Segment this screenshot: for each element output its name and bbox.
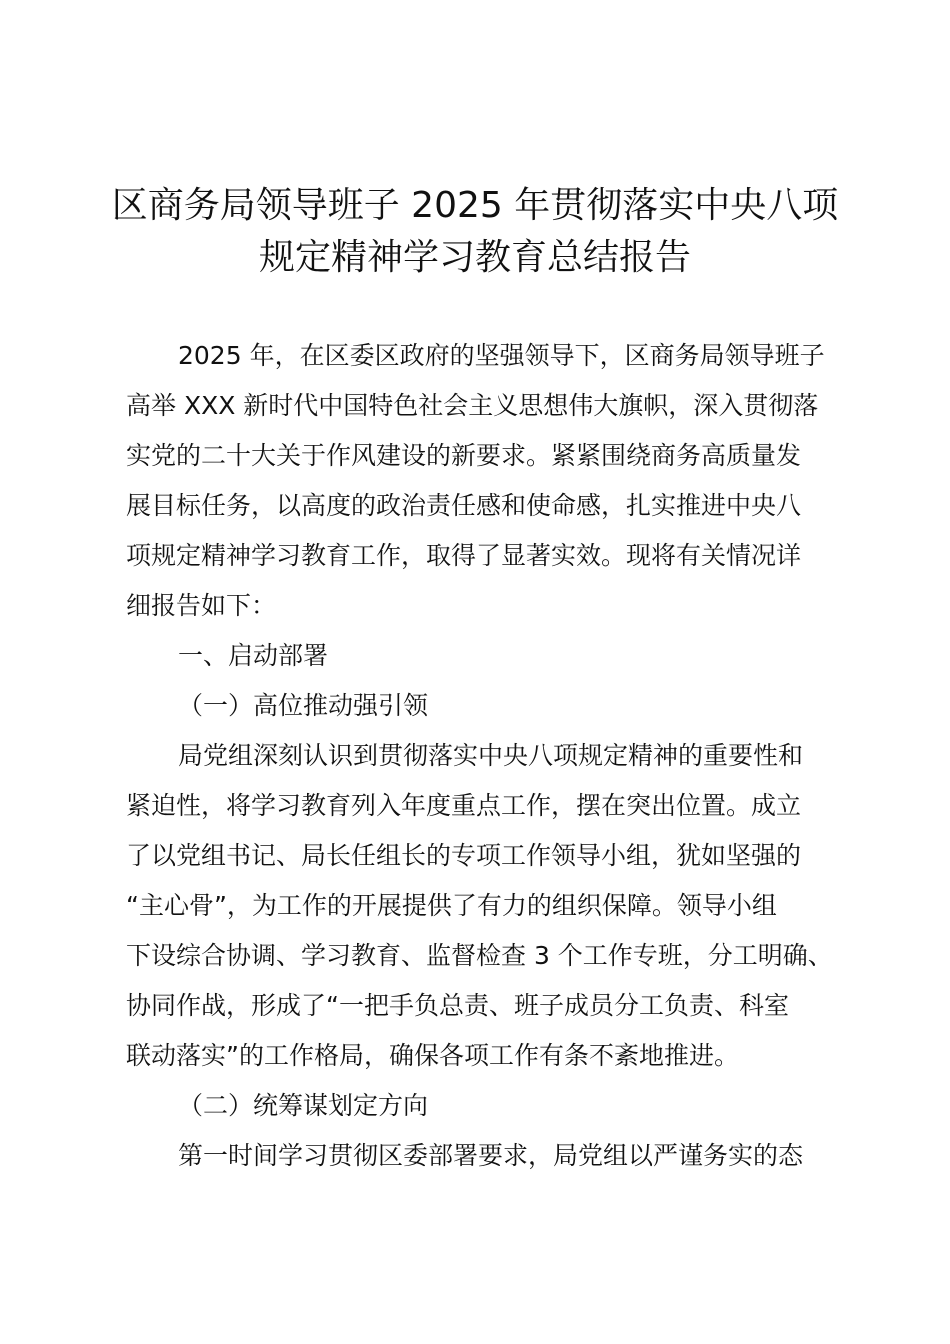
document-title-line-1: 区商务局领导班子 2025 年贯彻落实中央八项: [111, 185, 839, 226]
paragraph-line: 局党组深刻认识到贯彻落实中央八项规定精神的重要性和: [178, 741, 804, 770]
paragraph-line: 第一时间学习贯彻区委部署要求，局党组以严谨务实的态: [178, 1141, 804, 1170]
paragraph-line: 实党的二十大关于作风建设的新要求。紧紧围绕商务高质量发: [126, 441, 802, 470]
paragraph-line: 高举 XXX 新时代中国特色社会主义思想伟大旗帜，深入贯彻落: [126, 391, 819, 420]
subsection-heading: （一）高位推动强引领: [178, 691, 429, 720]
paragraph-line: “主心骨”，为工作的开展提供了有力的组织保障。领导小组: [126, 891, 777, 920]
document-title-line-2: 规定精神学习教育总结报告: [258, 237, 691, 278]
paragraph-line: 联动落实”的工作格局，确保各项工作有条不紊地推进。: [126, 1041, 739, 1070]
paragraph-line: 2025 年，在区委区政府的坚强领导下，区商务局领导班子: [178, 341, 825, 370]
paragraph-line: 展目标任务，以高度的政治责任感和使命感，扎实推进中央八: [126, 491, 802, 520]
paragraph-line: 下设综合协调、学习教育、监督检查 3 个工作专班，分工明确、: [126, 941, 833, 970]
paragraph-line: 细报告如下：: [126, 591, 277, 620]
section-heading: 一、启动部署: [178, 641, 329, 670]
paragraph-line: 协同作战，形成了“一把手负总责、班子成员分工负责、科室: [126, 991, 789, 1020]
subsection-heading: （二）统筹谋划定方向: [178, 1091, 429, 1120]
paragraph-line: 项规定精神学习教育工作，取得了显著实效。现将有关情况详: [126, 541, 802, 570]
paragraph-line: 了以党组书记、局长任组长的专项工作领导小组，犹如坚强的: [126, 841, 802, 870]
paragraph-line: 紧迫性，将学习教育列入年度重点工作，摆在突出位置。成立: [126, 791, 802, 820]
